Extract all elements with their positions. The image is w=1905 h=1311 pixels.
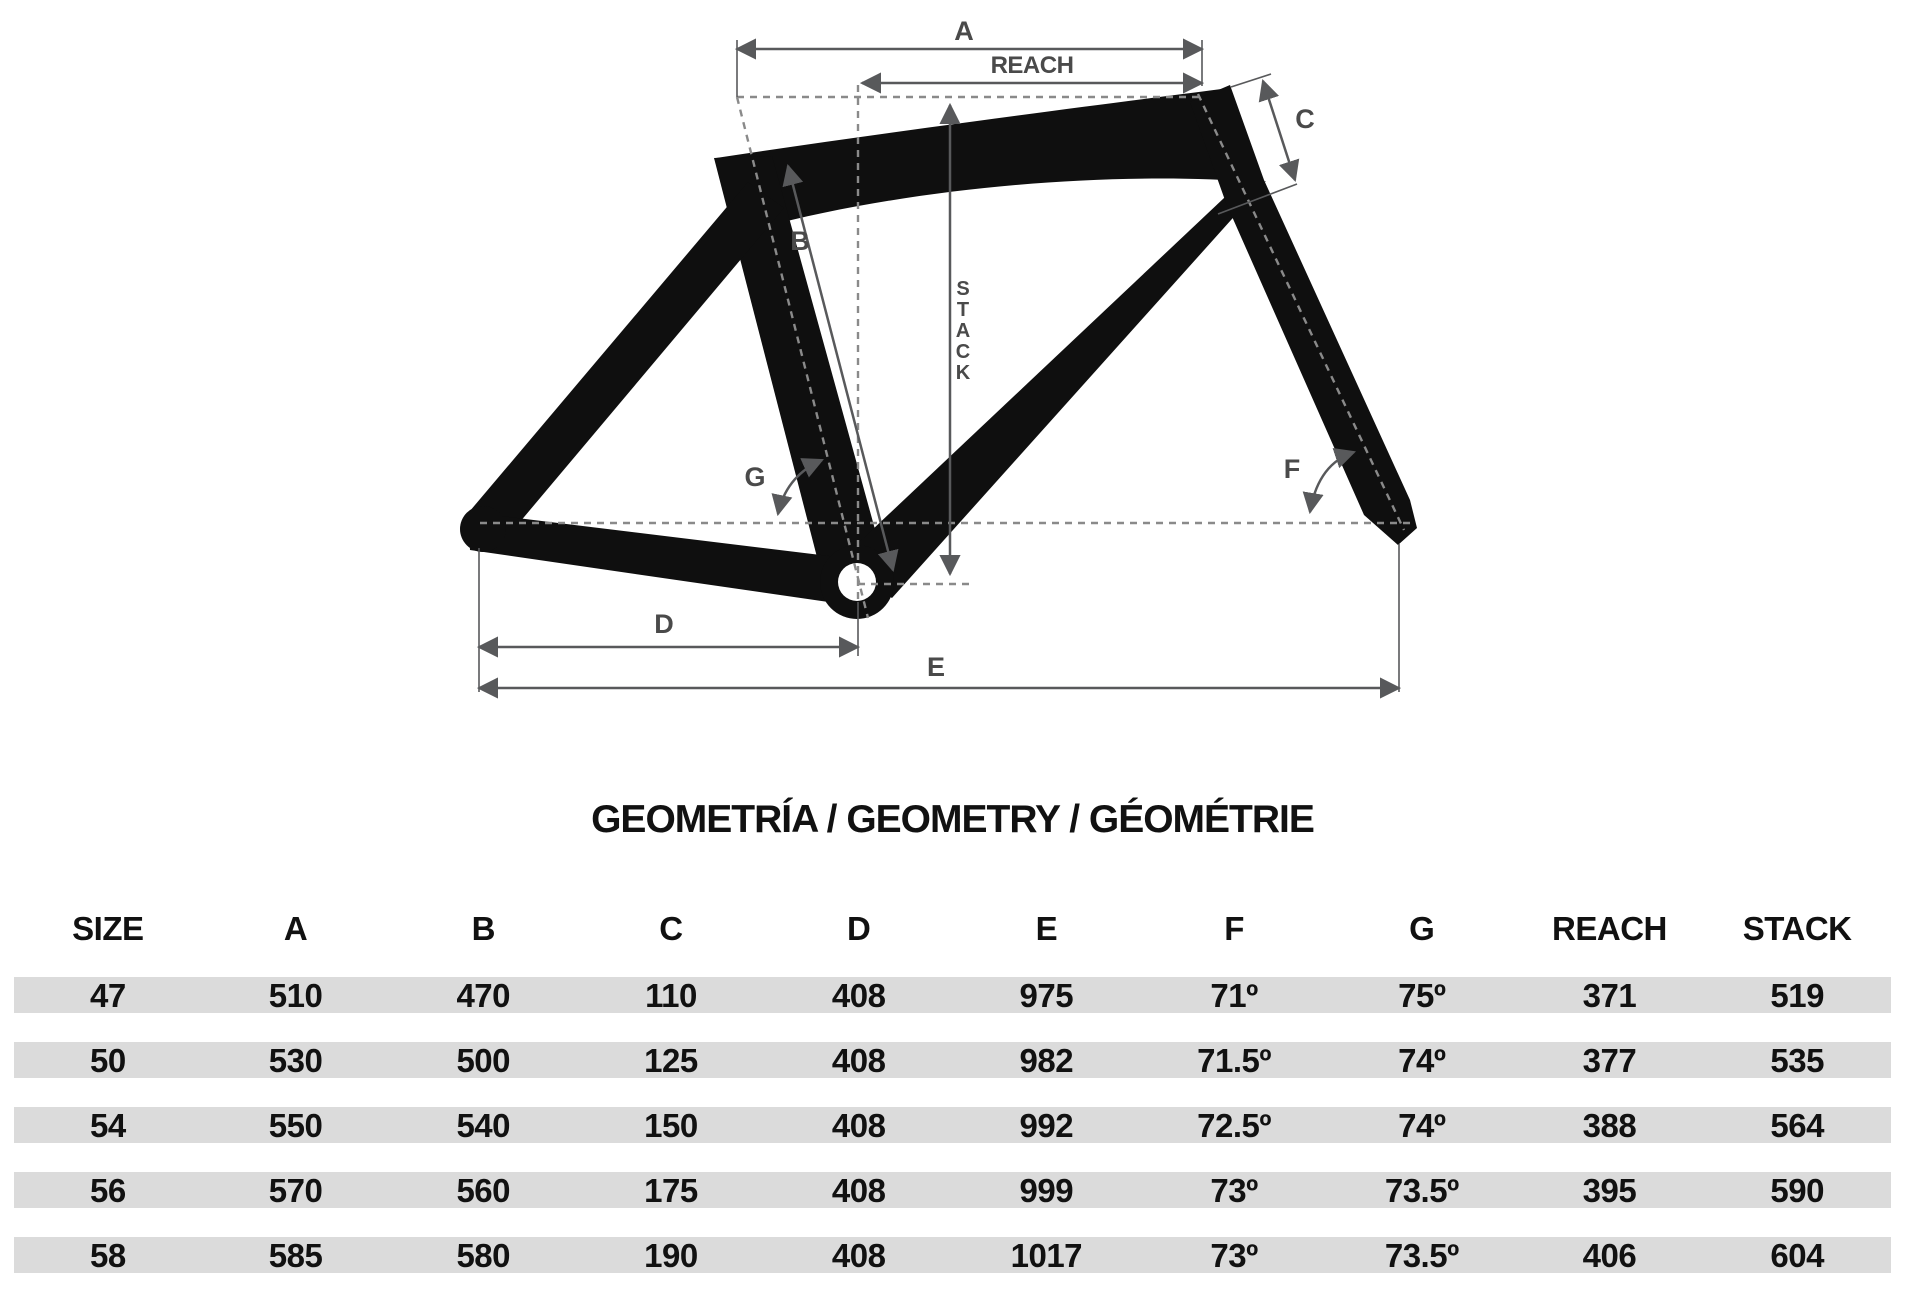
table-cell: 175 (644, 1172, 698, 1209)
table-cell: 519 (1770, 977, 1824, 1014)
table-cell: 110 (645, 977, 697, 1014)
table-cell: 74º (1398, 1107, 1446, 1144)
rear-dropout (460, 506, 506, 552)
page-title: GEOMETRÍA / GEOMETRY / GÉOMÉTRIE (591, 798, 1314, 841)
table-cell: 50 (89, 1042, 126, 1079)
table-cell: 408 (831, 1107, 886, 1144)
label-d: D (654, 609, 674, 639)
column-header-stack: STACK (1742, 910, 1852, 947)
table-cell: 535 (1770, 1042, 1824, 1079)
column-header-reach: REACH (1552, 910, 1667, 947)
column-header-c: C (659, 910, 683, 947)
table-cell: 982 (1019, 1042, 1074, 1079)
column-header-f: F (1224, 910, 1244, 947)
table-cell: 590 (1770, 1172, 1824, 1209)
seat-stay-shape (464, 182, 784, 548)
bike-frame-silhouette (460, 85, 1417, 619)
table-cell: 550 (268, 1107, 323, 1144)
label-c: C (1295, 104, 1315, 134)
table-cell: 75º (1398, 977, 1446, 1014)
table-header-row (14, 905, 1891, 953)
table-cell: 72.5º (1197, 1107, 1271, 1144)
table-cell: 54 (89, 1107, 126, 1144)
column-header-size: SIZE (72, 910, 144, 947)
table-row-size-58 (14, 1237, 1891, 1273)
table-cell: 510 (268, 977, 323, 1014)
table-cell: 570 (268, 1172, 323, 1209)
label-f: F (1283, 454, 1301, 484)
table-cell: 71º (1210, 977, 1258, 1014)
table-cell: 585 (268, 1237, 323, 1274)
table-cell: 56 (89, 1172, 126, 1209)
table-cell: 992 (1019, 1107, 1074, 1144)
table-cell: 408 (831, 1172, 886, 1209)
label-b: B (790, 226, 810, 256)
table-cell: 500 (456, 1042, 511, 1079)
label-stack: S T A C K (955, 278, 971, 384)
label-a: A (954, 16, 974, 46)
table-cell: 564 (1770, 1107, 1824, 1144)
table-cell: 406 (1582, 1237, 1637, 1274)
geometry-table (14, 905, 1891, 1302)
dim-c-line (1263, 81, 1295, 180)
column-header-b: B (471, 910, 495, 947)
table-cell: 580 (456, 1237, 511, 1274)
table-cell: 125 (644, 1042, 698, 1079)
head-tube-fork-shape (1190, 85, 1417, 545)
table-row-size-47 (14, 977, 1891, 1013)
table-cell: 73º (1210, 1237, 1258, 1274)
label-e: E (926, 652, 946, 682)
table-cell: 47 (89, 977, 126, 1014)
table-cell: 604 (1770, 1237, 1824, 1274)
table-cell: 71.5º (1197, 1042, 1271, 1079)
label-reach: REACH (990, 52, 1074, 79)
table-cell: 73.5º (1384, 1172, 1459, 1209)
table-cell: 150 (644, 1107, 698, 1144)
table-cell: 58 (89, 1237, 126, 1274)
column-header-g: G (1409, 910, 1435, 947)
table-cell: 408 (831, 1237, 886, 1274)
table-cell: 377 (1582, 1042, 1637, 1079)
table-cell: 408 (831, 1042, 886, 1079)
chain-stay-shape (468, 512, 862, 606)
column-header-a: A (283, 910, 308, 947)
table-cell: 1017 (1010, 1237, 1083, 1274)
table-cell: 470 (456, 977, 511, 1014)
table-cell: 999 (1019, 1172, 1074, 1209)
down-tube-shape (836, 181, 1266, 598)
table-cell: 73º (1210, 1172, 1258, 1209)
table-cell: 73.5º (1384, 1237, 1459, 1274)
label-g: G (744, 462, 766, 492)
table-row-size-56 (14, 1172, 1891, 1208)
table-cell: 190 (644, 1237, 698, 1274)
table-cell: 540 (456, 1107, 511, 1144)
top-tube-shape (716, 88, 1258, 228)
table-row-size-54 (14, 1107, 1891, 1143)
table-cell: 975 (1019, 977, 1074, 1014)
table-cell: 560 (456, 1172, 511, 1209)
table-body (14, 977, 1891, 1273)
table-cell: 395 (1582, 1172, 1637, 1209)
column-header-e: E (1035, 910, 1058, 947)
table-cell: 371 (1582, 977, 1637, 1014)
column-header-d: D (846, 910, 871, 947)
table-cell: 530 (268, 1042, 323, 1079)
table-cell: 408 (831, 977, 886, 1014)
table-row-size-50 (14, 1042, 1891, 1078)
table-cell: 74º (1398, 1042, 1446, 1079)
table-cell: 388 (1582, 1107, 1637, 1144)
